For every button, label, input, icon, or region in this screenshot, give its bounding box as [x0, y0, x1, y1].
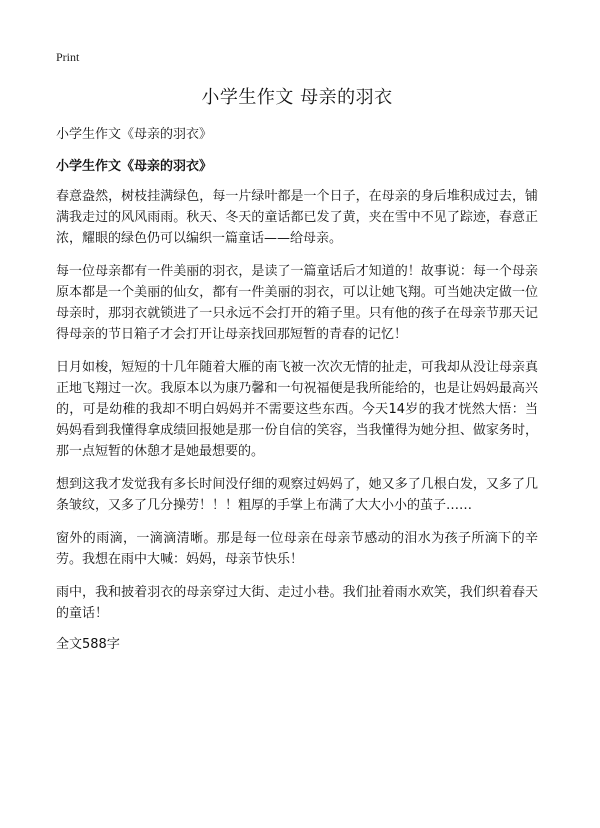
article-body — [56, 186, 538, 624]
article-paragraph: 窗外的雨滴，一滴滴清晰。那是每一位母亲在母亲节感动的泪水为孩子所滴下的辛劳。我想在雨中大喊：妈妈，母亲节快乐！ — [56, 531, 538, 567]
article-subtitle: 小学生作文《母亲的羽衣》 — [56, 127, 213, 142]
article-paragraph: 雨中，我和披着羽衣的母亲穿过大街、走过小巷。我们扯着雨水欢笑，我们织着春天的童话！ — [56, 585, 538, 621]
word-count: 全文588字 — [56, 637, 120, 652]
print-link[interactable]: Print — [56, 50, 80, 64]
article-paragraph: 每一位母亲都有一件美丽的羽衣，是读了一篇童话后才知道的！故事说：每一个母亲原本都是一个美丽的仙女，都有一件美丽的羽衣，可以让她飞翔。可当她决定做一位母亲时，那羽衣就锁进了一只永远不会打开的箱子里。只有他的孩子在母亲节那天记得母亲的节日箱子才会打开让母亲找回那短暂的青春的记忆！ — [56, 264, 538, 342]
article-heading: 小学生作文《母亲的羽衣》 — [56, 159, 213, 174]
page-title: 小学生作文 母亲的羽衣 — [201, 87, 393, 108]
article-paragraph: 春意盎然，树枝挂满绿色，每一片绿叶都是一个日子，在母亲的身后堆积成过去，铺满我走过的风风雨雨。秋天、冬天的童话都已发了黄，夹在雪中不见了踪迹，春意正浓，耀眼的绿色仍可以编织一篇童话——给母亲。 — [56, 189, 538, 246]
article-paragraph: 想到这我才发觉我有多长时间没仔细的观察过妈妈了，她又多了几根白发，又多了几条皱纹，又多了几分操劳！！！粗厚的手掌上布满了大大小小的茧子…… — [56, 477, 538, 513]
article-paragraph: 日月如梭，短短的十几年随着大雁的南飞被一次次无情的扯走，可我却从没让母亲真正地飞翔过一次。我原本以为康乃馨和一句祝福便是我所能给的，也是让妈妈最高兴的，可是幼稚的我却不明白妈妈并不需要这些东西。今天14岁的我才恍然大悟：当妈妈看到我懂得拿成绩回报她是那一份自信的笑容，当我懂得为她分担、做家务时，那一点短暂的休憩才是她最想要的。 — [56, 360, 538, 459]
